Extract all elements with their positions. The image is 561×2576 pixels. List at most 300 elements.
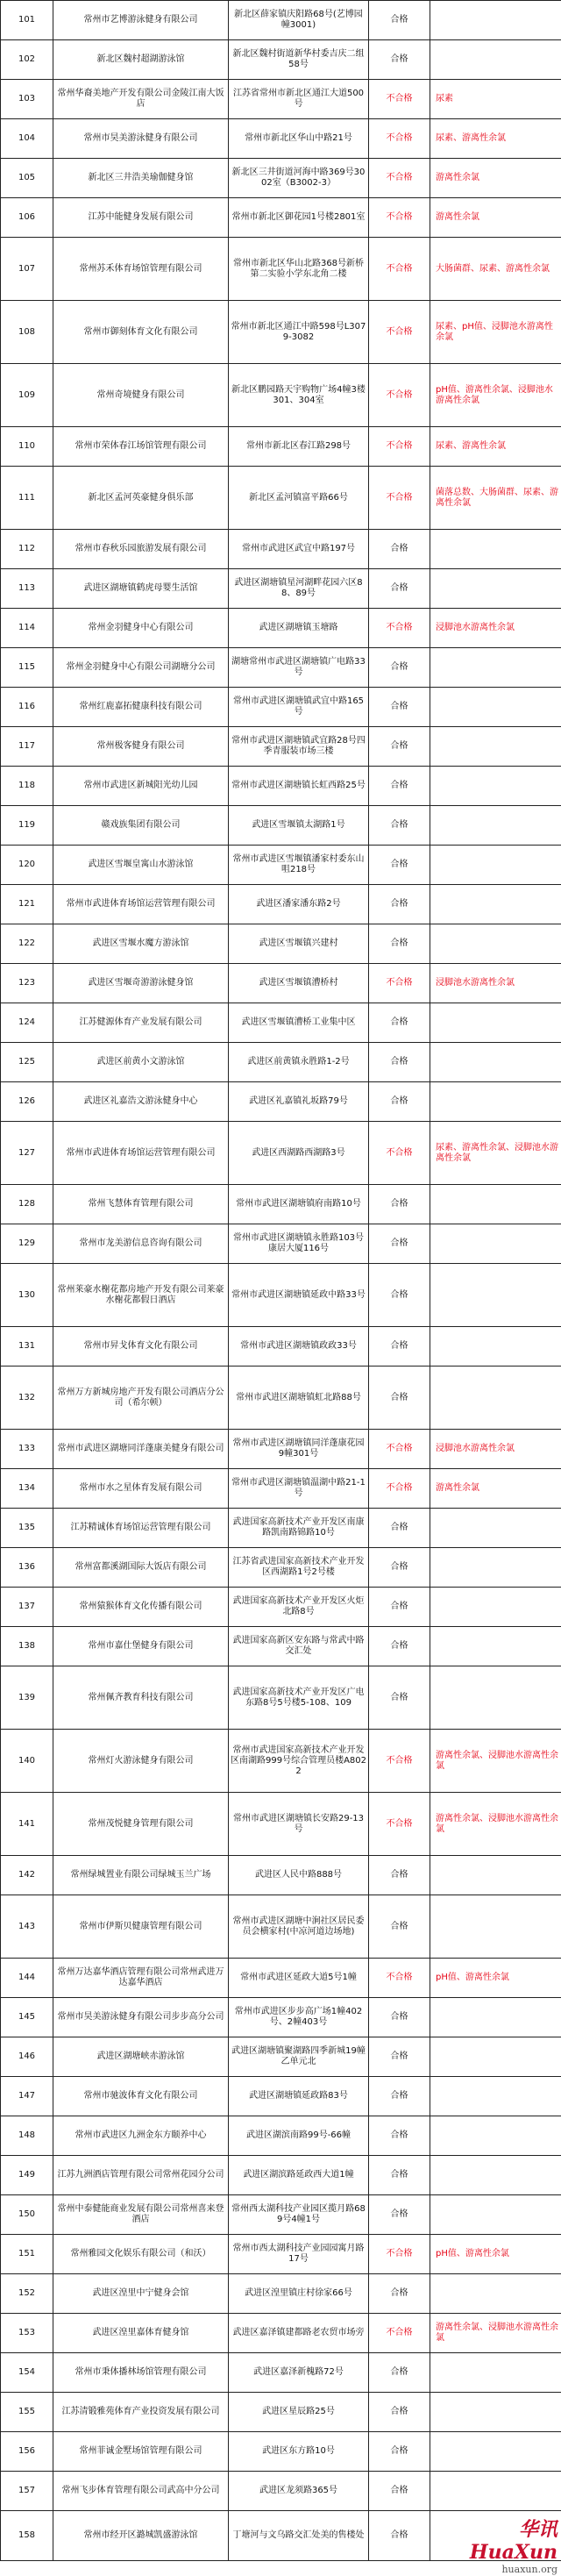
result-cell: 不合格 — [369, 198, 430, 238]
result-cell: 合格 — [369, 1185, 430, 1224]
table-row — [1, 924, 561, 964]
address-cell: 江苏省武进国家高新技术产业开发区西湖路1号2号楼 — [229, 1548, 369, 1588]
huaxun-watermark — [442, 2518, 557, 2557]
table-row — [1, 2432, 561, 2472]
result-cell: 合格 — [369, 2353, 430, 2393]
failed-item-cell — [430, 1003, 561, 1043]
failed-item-cell — [430, 1627, 561, 1666]
row-number-cell: 106 — [1, 198, 53, 238]
failed-item-cell — [430, 688, 561, 727]
address-cell: 武进区人民中路888号 — [229, 1856, 369, 1895]
failed-item-cell: 尿素 — [430, 80, 561, 119]
address-cell: 常州市武进区湖塘镇政政33号 — [229, 1327, 369, 1366]
address-cell: 常州市武进国家高新技术产业开发区南湖路999号综合管理员楼A8022 — [229, 1730, 369, 1793]
table-row — [1, 688, 561, 727]
watermark-url: huaxun.org — [442, 2564, 557, 2576]
table-row — [1, 1043, 561, 1082]
address-cell: 武进区雪堰镇漕桥工业集中区 — [229, 1003, 369, 1043]
failed-item-cell — [430, 924, 561, 964]
result-cell: 合格 — [369, 530, 430, 569]
failed-item-cell — [430, 2393, 561, 2432]
address-cell: 常州市武进区步步高广场1幢402号、2幢403号 — [229, 1998, 369, 2037]
row-number-cell: 107 — [1, 238, 53, 301]
failed-item-cell — [430, 1509, 561, 1548]
result-cell: 合格 — [369, 1003, 430, 1043]
table-row — [1, 2235, 561, 2274]
unit-name-cell: 武进区湖塘峡赤游泳馆 — [53, 2037, 229, 2077]
row-number-cell: 117 — [1, 727, 53, 767]
result-cell: 不合格 — [369, 159, 430, 198]
table-row — [1, 2077, 561, 2116]
failed-item-cell — [430, 1264, 561, 1327]
row-number-cell: 118 — [1, 767, 53, 806]
row-number-cell: 127 — [1, 1122, 53, 1185]
table-row — [1, 1588, 561, 1627]
unit-name-cell: 常州市经开区潞城凯盛游泳馆 — [53, 2511, 229, 2561]
failed-item-cell — [430, 530, 561, 569]
unit-name-cell: 常州富都溪湖国际大饭店有限公司 — [53, 1548, 229, 1588]
unit-name-cell: 常州红鹿嘉拓健康科技有限公司 — [53, 688, 229, 727]
failed-item-cell: 游离性余氯 — [430, 1469, 561, 1509]
result-cell: 不合格 — [369, 301, 430, 364]
address-cell: 武进区湖滨路延政西大道1幢 — [229, 2156, 369, 2195]
unit-name-cell: 武进区礼嘉浩文游泳健身中心 — [53, 1082, 229, 1122]
table-row — [1, 609, 561, 648]
address-cell: 武进区雪堰镇太湖路1号 — [229, 806, 369, 846]
unit-name-cell: 常州绿城置业有限公司绿城玉兰广场 — [53, 1856, 229, 1895]
result-cell: 合格 — [369, 2156, 430, 2195]
row-number-cell: 147 — [1, 2077, 53, 2116]
row-number-cell: 111 — [1, 467, 53, 530]
unit-name-cell: 常州市艺博游泳健身有限公司 — [53, 1, 229, 40]
address-cell: 常州市新北区华山中路21号 — [229, 119, 369, 159]
failed-item-cell — [430, 2037, 561, 2077]
address-cell: 武进区潘家潘东路2号 — [229, 885, 369, 924]
unit-name-cell: 江苏清锻雅苑体育产业投资发展有限公司 — [53, 2393, 229, 2432]
result-cell: 不合格 — [369, 467, 430, 530]
address-cell: 新北区三井街道河海中路369号3002室（B3002-3） — [229, 159, 369, 198]
row-number-cell: 141 — [1, 1793, 53, 1856]
failed-item-cell — [430, 2353, 561, 2393]
unit-name-cell: 常州中泰健能商业发展有限公司常州喜来登酒店 — [53, 2195, 229, 2235]
table-row — [1, 2472, 561, 2511]
result-cell: 合格 — [369, 569, 430, 609]
row-number-cell: 144 — [1, 1959, 53, 1998]
address-cell: 武进区东方路10号 — [229, 2432, 369, 2472]
failed-item-cell — [430, 885, 561, 924]
unit-name-cell: 江苏精诚体育场馆运营管理有限公司 — [53, 1509, 229, 1548]
table-row — [1, 1627, 561, 1666]
result-cell: 合格 — [369, 1327, 430, 1366]
result-cell: 合格 — [369, 648, 430, 688]
table-row — [1, 2037, 561, 2077]
row-number-cell: 134 — [1, 1469, 53, 1509]
unit-name-cell: 武进区前黄小文游泳馆 — [53, 1043, 229, 1082]
result-cell: 合格 — [369, 2037, 430, 2077]
failed-item-cell: 游离性余氯、浸脚池水游离性余氯 — [430, 1730, 561, 1793]
table-row — [1, 119, 561, 159]
table-row — [1, 1998, 561, 2037]
table-row — [1, 1730, 561, 1793]
table-row — [1, 364, 561, 427]
failed-item-cell: pH值、游离性余氯 — [430, 2235, 561, 2274]
row-number-cell: 151 — [1, 2235, 53, 2274]
unit-name-cell: 武进区雪堰水魔方游泳馆 — [53, 924, 229, 964]
result-cell: 合格 — [369, 727, 430, 767]
address-cell: 新北区薛家镇庆阳路68号(艺博园幢3001) — [229, 1, 369, 40]
address-cell: 武进区湖滨南路99号-66幢 — [229, 2116, 369, 2156]
table-row — [1, 1959, 561, 1998]
result-cell: 合格 — [369, 1588, 430, 1627]
unit-name-cell: 常州市武进体育场馆运营管理有限公司 — [53, 1122, 229, 1185]
failed-item-cell — [430, 1548, 561, 1588]
result-cell: 合格 — [369, 1224, 430, 1264]
unit-name-cell: 常州飞步体育管理有限公司武高中分公司 — [53, 2472, 229, 2511]
unit-name-cell: 常州市武进区九洲金东方颐养中心 — [53, 2116, 229, 2156]
unit-name-cell: 常州市昇戈体育文化有限公司 — [53, 1327, 229, 1366]
table-row — [1, 159, 561, 198]
row-number-cell: 115 — [1, 648, 53, 688]
failed-item-cell: 尿素、pH值、浸脚池水游离性余氯 — [430, 301, 561, 364]
result-cell: 合格 — [369, 2077, 430, 2116]
result-cell: 不合格 — [369, 964, 430, 1003]
row-number-cell: 114 — [1, 609, 53, 648]
unit-name-cell: 常州万方新城房地产开发有限公司酒店分公司（希尔顿） — [53, 1366, 229, 1430]
failed-item-cell: 尿素、游离性余氯 — [430, 427, 561, 467]
failed-item-cell: 尿素、游离性余氯、浸脚池水游离性余氯 — [430, 1122, 561, 1185]
table-row — [1, 1185, 561, 1224]
unit-name-cell: 武进区湖塘镇鹤虎母婴生活馆 — [53, 569, 229, 609]
table-row — [1, 2156, 561, 2195]
address-cell: 武进区湟里镇庄村徐家66号 — [229, 2274, 369, 2314]
row-number-cell: 101 — [1, 1, 53, 40]
address-cell: 武进区湖塘镇聚湖路四季新城19幢乙单元北 — [229, 2037, 369, 2077]
failed-item-cell: 游离性余氯 — [430, 198, 561, 238]
table-body — [1, 1, 561, 2561]
row-number-cell: 119 — [1, 806, 53, 846]
row-number-cell: 136 — [1, 1548, 53, 1588]
failed-item-cell — [430, 40, 561, 80]
address-cell: 常州市武进区武宜中路197号 — [229, 530, 369, 569]
unit-name-cell: 常州市嘉仕堡健身有限公司 — [53, 1627, 229, 1666]
failed-item-cell — [430, 1082, 561, 1122]
failed-item-cell — [430, 846, 561, 885]
result-cell: 不合格 — [369, 80, 430, 119]
result-cell: 合格 — [369, 1627, 430, 1666]
failed-item-cell — [430, 1224, 561, 1264]
address-cell: 武进区嘉泽镇建都路老农贸市场旁 — [229, 2314, 369, 2353]
unit-name-cell: 常州猿猴体育文化传播有限公司 — [53, 1588, 229, 1627]
unit-name-cell: 武进区湟里中宁健身会馆 — [53, 2274, 229, 2314]
result-cell: 不合格 — [369, 427, 430, 467]
unit-name-cell: 新北区三井浩美瑜伽健身馆 — [53, 159, 229, 198]
failed-item-cell — [430, 2195, 561, 2235]
table-row — [1, 569, 561, 609]
address-cell: 新北区鹏园路天宇购物广场4幢3楼301、304室 — [229, 364, 369, 427]
result-cell: 合格 — [369, 767, 430, 806]
result-cell: 合格 — [369, 1998, 430, 2037]
unit-name-cell: 常州市武进区新城阳光幼儿园 — [53, 767, 229, 806]
failed-item-cell — [430, 1185, 561, 1224]
table-row — [1, 467, 561, 530]
result-cell: 合格 — [369, 1, 430, 40]
row-number-cell: 132 — [1, 1366, 53, 1430]
table-row — [1, 2353, 561, 2393]
row-number-cell: 156 — [1, 2432, 53, 2472]
unit-name-cell: 武进区雪堰奇游游泳健身馆 — [53, 964, 229, 1003]
table-row — [1, 530, 561, 569]
result-cell: 不合格 — [369, 1793, 430, 1856]
result-cell: 合格 — [369, 1548, 430, 1588]
unit-name-cell: 常州市驰波体育文化有限公司 — [53, 2077, 229, 2116]
address-cell: 武进国家高新技术产业开发区广电东路8号5号楼5-108、109 — [229, 1666, 369, 1730]
address-cell: 常州市武进区湖塘镇武宜路28号四季青服装市场三楼 — [229, 727, 369, 767]
unit-name-cell: 常州市秉体播林场馆管理有限公司 — [53, 2353, 229, 2393]
address-cell: 常州市武进区湖塘镇延政中路33号 — [229, 1264, 369, 1327]
failed-item-cell: 游离性余氯 — [430, 159, 561, 198]
address-cell: 武进区西湖路西湖路3号 — [229, 1122, 369, 1185]
address-cell: 武进区湖塘镇星河湖畔花园六区88、89号 — [229, 569, 369, 609]
result-cell: 合格 — [369, 40, 430, 80]
unit-name-cell: 常州华裔美地产开发有限公司金陵江南大饭店 — [53, 80, 229, 119]
table-row — [1, 1366, 561, 1430]
failed-item-cell — [430, 727, 561, 767]
unit-name-cell: 武进区雪堰皇寓山水游泳馆 — [53, 846, 229, 885]
row-number-cell: 133 — [1, 1430, 53, 1469]
unit-name-cell: 江苏九洲酒店管理有限公司常州花园分公司 — [53, 2156, 229, 2195]
unit-name-cell: 新北区魏村超湖游泳馆 — [53, 40, 229, 80]
result-cell: 不合格 — [369, 609, 430, 648]
row-number-cell: 121 — [1, 885, 53, 924]
failed-item-cell — [430, 767, 561, 806]
unit-name-cell: 常州灯火游泳健身有限公司 — [53, 1730, 229, 1793]
result-cell: 合格 — [369, 2432, 430, 2472]
row-number-cell: 142 — [1, 1856, 53, 1895]
row-number-cell: 124 — [1, 1003, 53, 1043]
unit-name-cell: 常州金羽健身中心有限公司 — [53, 609, 229, 648]
result-cell: 合格 — [369, 846, 430, 885]
unit-name-cell: 武进区湟里嘉体育健身馆 — [53, 2314, 229, 2353]
unit-name-cell: 新北区孟河英豪健身俱乐部 — [53, 467, 229, 530]
address-cell: 常州市武进区湖塘镇武宜中路165号 — [229, 688, 369, 727]
failed-item-cell — [430, 1856, 561, 1895]
row-number-cell: 122 — [1, 924, 53, 964]
result-cell: 不合格 — [369, 1122, 430, 1185]
failed-item-cell — [430, 2156, 561, 2195]
result-cell: 不合格 — [369, 1430, 430, 1469]
failed-item-cell: 浸脚池水游离性余氯 — [430, 609, 561, 648]
unit-name-cell: 江苏中能健身发展有限公司 — [53, 198, 229, 238]
table-row — [1, 1003, 561, 1043]
failed-item-cell: pH值、游离性余氯、浸脚池水游离性余氯 — [430, 364, 561, 427]
row-number-cell: 108 — [1, 301, 53, 364]
address-cell: 新北区孟河镇富平路66号 — [229, 467, 369, 530]
failed-item-cell — [430, 1588, 561, 1627]
row-number-cell: 135 — [1, 1509, 53, 1548]
row-number-cell: 152 — [1, 2274, 53, 2314]
unit-name-cell: 常州金羽健身中心有限公司湖塘分公司 — [53, 648, 229, 688]
result-cell: 不合格 — [369, 364, 430, 427]
row-number-cell: 150 — [1, 2195, 53, 2235]
unit-name-cell: 常州市伊斯贝健康管理有限公司 — [53, 1895, 229, 1959]
result-cell: 不合格 — [369, 238, 430, 301]
result-cell: 合格 — [369, 2472, 430, 2511]
row-number-cell: 103 — [1, 80, 53, 119]
address-cell: 丁塘河与文乌路交汇处美的售楼处 — [229, 2511, 369, 2561]
unit-name-cell: 常州莱豪水榭花都房地产开发有限公司莱豪水榭花都假日酒店 — [53, 1264, 229, 1327]
address-cell: 武进国家高新区安东路与常武中路交汇处 — [229, 1627, 369, 1666]
result-cell: 合格 — [369, 2116, 430, 2156]
row-number-cell: 102 — [1, 40, 53, 80]
table-row — [1, 1793, 561, 1856]
table-row — [1, 727, 561, 767]
row-number-cell: 113 — [1, 569, 53, 609]
table-row — [1, 767, 561, 806]
unit-name-cell: 常州菲诚金墅场馆管理有限公司 — [53, 2432, 229, 2472]
result-cell: 合格 — [369, 2511, 430, 2561]
row-number-cell: 140 — [1, 1730, 53, 1793]
result-cell: 合格 — [369, 1509, 430, 1548]
failed-item-cell — [430, 2472, 561, 2511]
failed-item-cell — [430, 806, 561, 846]
unit-name-cell: 常州市昊美游泳健身有限公司步步高分公司 — [53, 1998, 229, 2037]
failed-item-cell — [430, 1043, 561, 1082]
unit-name-cell: 常州市龙美游信息咨询有限公司 — [53, 1224, 229, 1264]
failed-item-cell — [430, 1, 561, 40]
result-cell: 合格 — [369, 885, 430, 924]
table-row — [1, 1666, 561, 1730]
table-row — [1, 1264, 561, 1327]
address-cell: 武进区前黄镇永胜路1-2号 — [229, 1043, 369, 1082]
address-cell: 武进区湖塘镇玉塘路 — [229, 609, 369, 648]
table-row — [1, 806, 561, 846]
address-cell: 武进国家高新技术产业开发区火炬北路8号 — [229, 1588, 369, 1627]
result-cell: 合格 — [369, 688, 430, 727]
address-cell: 常州市武进区湖塘中涧社区居民委员会横家村(中凉河道边场地) — [229, 1895, 369, 1959]
address-cell: 武进区湖塘镇延政路83号 — [229, 2077, 369, 2116]
failed-item-cell — [430, 1666, 561, 1730]
address-cell: 常州市武进区湖塘镇府南路10号 — [229, 1185, 369, 1224]
row-number-cell: 125 — [1, 1043, 53, 1082]
failed-item-cell: 尿素、游离性余氯 — [430, 119, 561, 159]
failed-item-cell — [430, 1366, 561, 1430]
unit-name-cell: 赣戏族集团有限公司 — [53, 806, 229, 846]
address-cell: 常州市武进区延政大道5号1幢 — [229, 1959, 369, 1998]
unit-name-cell: 江苏健源体育产业发展有限公司 — [53, 1003, 229, 1043]
failed-item-cell — [430, 2116, 561, 2156]
address-cell: 常州市新北区御花园1号楼2801室 — [229, 198, 369, 238]
row-number-cell: 143 — [1, 1895, 53, 1959]
failed-item-cell — [430, 1895, 561, 1959]
table-row — [1, 648, 561, 688]
table-row — [1, 1856, 561, 1895]
address-cell: 常州市新北区春江路298号 — [229, 427, 369, 467]
result-cell: 不合格 — [369, 119, 430, 159]
row-number-cell: 128 — [1, 1185, 53, 1224]
table-row — [1, 2116, 561, 2156]
address-cell: 武进国家高新技术产业开发区南康路凯南路锦路10号 — [229, 1509, 369, 1548]
result-cell: 合格 — [369, 1264, 430, 1327]
failed-item-cell — [430, 648, 561, 688]
unit-name-cell: 常州市昊美游泳健身有限公司 — [53, 119, 229, 159]
failed-item-cell: 大肠菌群、尿素、游离性余氯 — [430, 238, 561, 301]
table-row — [1, 2314, 561, 2353]
table-row — [1, 1327, 561, 1366]
unit-name-cell: 常州市水之星体育发展有限公司 — [53, 1469, 229, 1509]
table-row — [1, 1469, 561, 1509]
result-cell: 合格 — [369, 1082, 430, 1122]
table-row — [1, 1430, 561, 1469]
row-number-cell: 148 — [1, 2116, 53, 2156]
unit-name-cell: 常州雅园文化娱乐有限公司（和沃） — [53, 2235, 229, 2274]
row-number-cell: 104 — [1, 119, 53, 159]
row-number-cell: 158 — [1, 2511, 53, 2561]
result-cell: 合格 — [369, 806, 430, 846]
result-cell: 合格 — [369, 2274, 430, 2314]
address-cell: 新北区魏村街道新华村委吉庆二组58号 — [229, 40, 369, 80]
table-row — [1, 427, 561, 467]
table-row — [1, 1122, 561, 1185]
table-row — [1, 1, 561, 40]
failed-item-cell — [430, 2077, 561, 2116]
address-cell: 江苏省常州市新北区通江大道500号 — [229, 80, 369, 119]
row-number-cell: 146 — [1, 2037, 53, 2077]
failed-item-cell — [430, 1327, 561, 1366]
result-cell: 合格 — [369, 2393, 430, 2432]
address-cell: 武进区礼嘉镇礼坂路79号 — [229, 1082, 369, 1122]
failed-item-cell: 游离性余氯、浸脚池水游离性余氯 — [430, 1793, 561, 1856]
failed-item-cell: pH值、游离性余氯 — [430, 1959, 561, 1998]
table-row — [1, 885, 561, 924]
address-cell: 常州市武进区湖塘镇长虹西路25号 — [229, 767, 369, 806]
address-cell: 武进区龙须路365号 — [229, 2472, 369, 2511]
unit-name-cell: 常州市荣体春江场馆管理有限公司 — [53, 427, 229, 467]
row-number-cell: 130 — [1, 1264, 53, 1327]
row-number-cell: 129 — [1, 1224, 53, 1264]
unit-name-cell: 常州飞慧体育管理有限公司 — [53, 1185, 229, 1224]
result-cell: 不合格 — [369, 1730, 430, 1793]
result-cell: 不合格 — [369, 2314, 430, 2353]
table-row — [1, 2393, 561, 2432]
result-cell: 不合格 — [369, 2235, 430, 2274]
failed-item-cell — [430, 1998, 561, 2037]
row-number-cell: 126 — [1, 1082, 53, 1122]
watermark-brand: 华讯 HuaXun — [442, 2518, 557, 2564]
row-number-cell: 109 — [1, 364, 53, 427]
row-number-cell: 110 — [1, 427, 53, 467]
address-cell: 湖塘常州市武进区湖塘镇广电路33号 — [229, 648, 369, 688]
table-row — [1, 1224, 561, 1264]
result-cell: 合格 — [369, 1043, 430, 1082]
address-cell: 常州市武进区湖塘镇长安路29-13号 — [229, 1793, 369, 1856]
failed-item-cell: 浸脚池水游离性余氯 — [430, 964, 561, 1003]
failed-item-cell — [430, 569, 561, 609]
address-cell: 常州市武进区湖塘镇同洋蓬康花园9幢301号 — [229, 1430, 369, 1469]
unit-name-cell: 常州万达嘉华酒店管理有限公司常州武进万达嘉华酒店 — [53, 1959, 229, 1998]
address-cell: 武进区星辰路25号 — [229, 2393, 369, 2432]
unit-name-cell: 常州奇境健身有限公司 — [53, 364, 229, 427]
unit-name-cell: 常州市御刻体育文化有限公司 — [53, 301, 229, 364]
table-row — [1, 2274, 561, 2314]
result-cell: 合格 — [369, 924, 430, 964]
result-cell: 合格 — [369, 2195, 430, 2235]
row-number-cell: 137 — [1, 1588, 53, 1627]
failed-item-cell — [430, 2274, 561, 2314]
result-cell: 合格 — [369, 1895, 430, 1959]
result-cell: 合格 — [369, 1366, 430, 1430]
table-row — [1, 2195, 561, 2235]
row-number-cell: 139 — [1, 1666, 53, 1730]
